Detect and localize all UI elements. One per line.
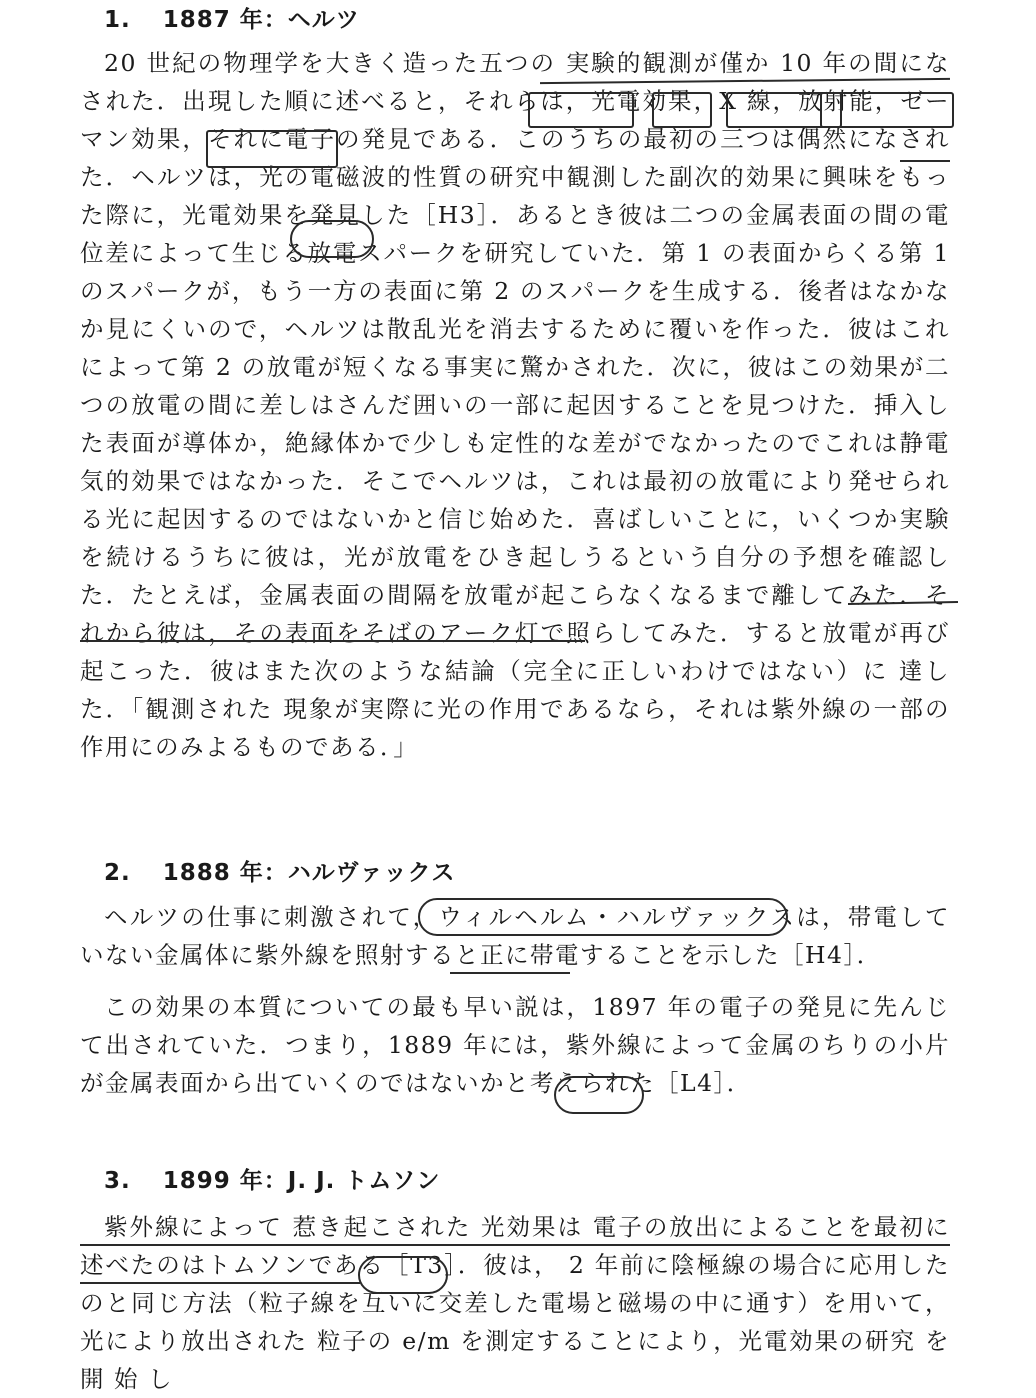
section-1-paragraph-1: 20 世紀の物理学を大きく造った五つの 実験的観測が僅か 10 年の間になされた．出現した順に述べると，それらは，光電効果，X 線，放射能，ゼーマン効果，それに電子の発見である．このうちの最初の三つは偶然になされた．ヘルツは，光の電磁波的性質の研究中観測した副次的効果に興味をもった際に，光電効果を発見した［H3］．あるとき彼は二つの金属表面の間の電位差によって生じる放電スパークを研究していた．第 1 の表面からくる第 1 のスパークが，もう一方の表面に第 2 のスパークを生成する．後者はなかなか見にくいので，ヘルツは散乱光を消去するために覆いを作った．彼はこれによって第 2 の放電が短くなる事実に驚かされた．次に，彼はこの効果が二つの放電の間に差しはさんだ囲いの一部に起因することを見つけた．挿入した表面が導体か，絶縁体かで少しも定性的な差がでなかったのでこれは静電気的効果ではなかった．そこでヘルツは，これは最初の放電により発せられる光に起因するのではないかと信じ始めた．喜ばしいことに，いくつか実験を続けるうちに彼は，光が放電をひき起しうるという自分の予想を確認した．たとえば，金属表面の間隔を放電が起こらなくなるまで離してみた．それから彼は，その表面をそばのアーク灯で照らしてみた．すると放電が再び起こった．彼はまた次のような結論（完全に正しいわけではない）に 達した．「観測された 現象が実際に光の作用であるなら，それは紫外線の一部の作用にのみよるものである．」 [80, 49, 950, 761]
section-3-title: 1899 年：J. J. トムソン [162, 1168, 441, 1194]
pen-underline-thomson-1 [80, 1244, 950, 1246]
section-2-title: 1888 年：ハルヴァックス [162, 860, 456, 886]
section-2-paragraph-2: この効果の本質についての最も早い説は，1897 年の電子の発見に先んじて出されていた．つまり，1889 年には，紫外線によって金属のちりの小片が金属表面から出ていくのではないかと考えられた［L4］． [80, 993, 950, 1097]
section-3-paragraph-1: 紫外線によって 惹き起こされた 光効果は 電子の放出によることを最初に述べたのはトムソンである［T3］．彼は， 2 年前に陰極線の場合に応用したのと同じ方法（粒子線を互いに交差した電場と磁場の中に通す）を用いて，光により放出された 粒子の e/m を測定することにより，光電効果の研究 を 開 始 し [80, 1213, 950, 1393]
section-3-number: 3. [104, 1168, 131, 1194]
section-1-number: 1. [104, 7, 131, 33]
section-2-heading [104, 858, 455, 888]
pen-underline-thomson-2 [80, 1282, 360, 1284]
section-2-paragraph-1: ヘルツの仕事に刺激されて，ウィルヘルム・ハルヴァックスは，帯電していない金属体に紫外線を照射すると正に帯電することを示した［H4］． [80, 903, 950, 969]
section-3-heading [104, 1166, 440, 1196]
pen-underline-hypothesis-2 [80, 640, 585, 642]
pen-underline-hertz [900, 160, 950, 162]
section-1-title: 1887 年：ヘルツ [162, 7, 360, 33]
pen-underline-positive-charge [450, 972, 570, 974]
section-1-heading [104, 5, 360, 35]
section-2-number: 2. [104, 860, 131, 886]
